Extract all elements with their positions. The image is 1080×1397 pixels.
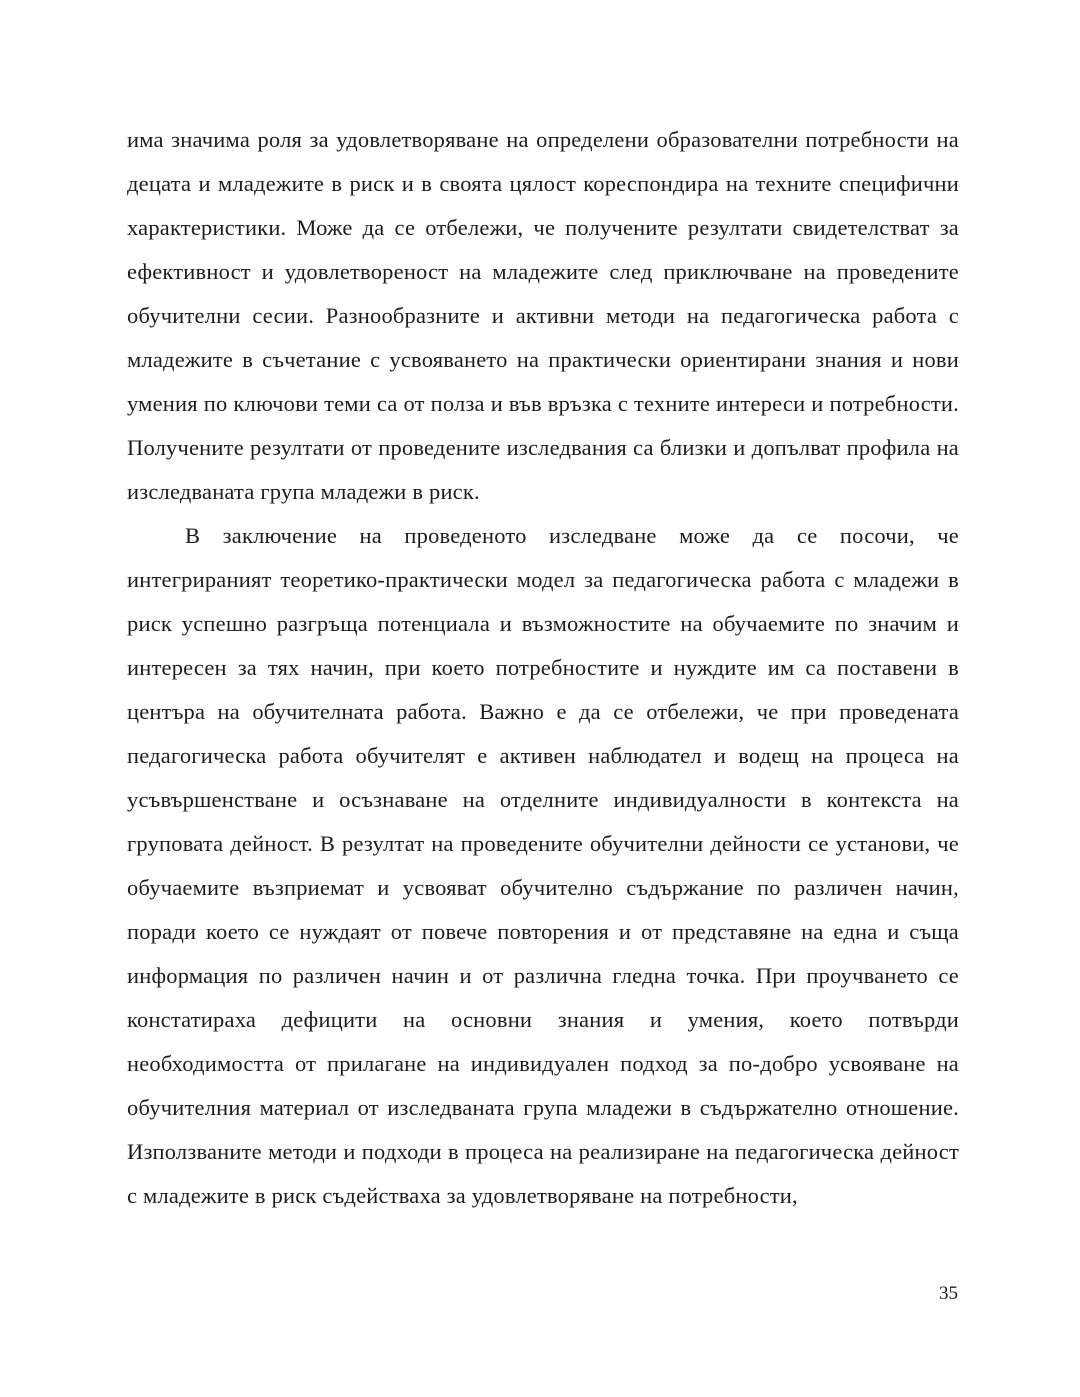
- page-number: 35: [939, 1283, 958, 1304]
- paragraph-continuation: има значима роля за удовлетворяване на определени образователни потребности на децата и младежите в риск и в своята цялост кореспондира на техните специфични характеристики. Може да се отбележи, че получените резултати свидетелстват за ефективност и удовлетвореност на младежите след приключване на проведените обучителни сесии. Разнообразните и активни методи на педагогическа работа с младежите в съчетание с усвояването на практически ориентирани знания и нови умения по ключови теми са от полза и във връзка с техните интереси и потребности. Получените резултати от проведените изследвания са близки и допълват профила на изследваната група младежи в риск.: [127, 127, 959, 504]
- paragraph-conclusion: В заключение на проведеното изследване може да се посочи, че интегрираният теоретико-практически модел за педагогическа работа с младежи в риск успешно разгръща потенциала и възможностите на обучаемите по значим и интересен за тях начин, при което потребностите и нуждите им са поставени в центъра на обучителната работа. Важно е да се отбележи, че при проведената педагогическа работа обучителят е активен наблюдател и водещ на процеса на усъвършенстване и осъзнаване на отделните индивидуалности в контекста на груповата дейност. В резултат на проведените обучителни дейности се установи, че обучаемите възприемат и усвояват обучително съдържание по различен начин, поради което се нуждаят от повече повторения и от представяне на една и съща информация по различен начин и от различна гледна точка. При проучването се констатираха дефицити на основни знания и умения, което потвърди необходимостта от прилагане на индивидуален подход за по-добро усвояване на обучителния материал от изследваната група младежи в съдържателно отношение. Използваните методи и подходи в процеса на реализиране на педагогическа дейност с младежите в риск съдействаха за удовлетворяване на потребности,: [127, 523, 959, 1208]
- page-text-block: [127, 118, 959, 1218]
